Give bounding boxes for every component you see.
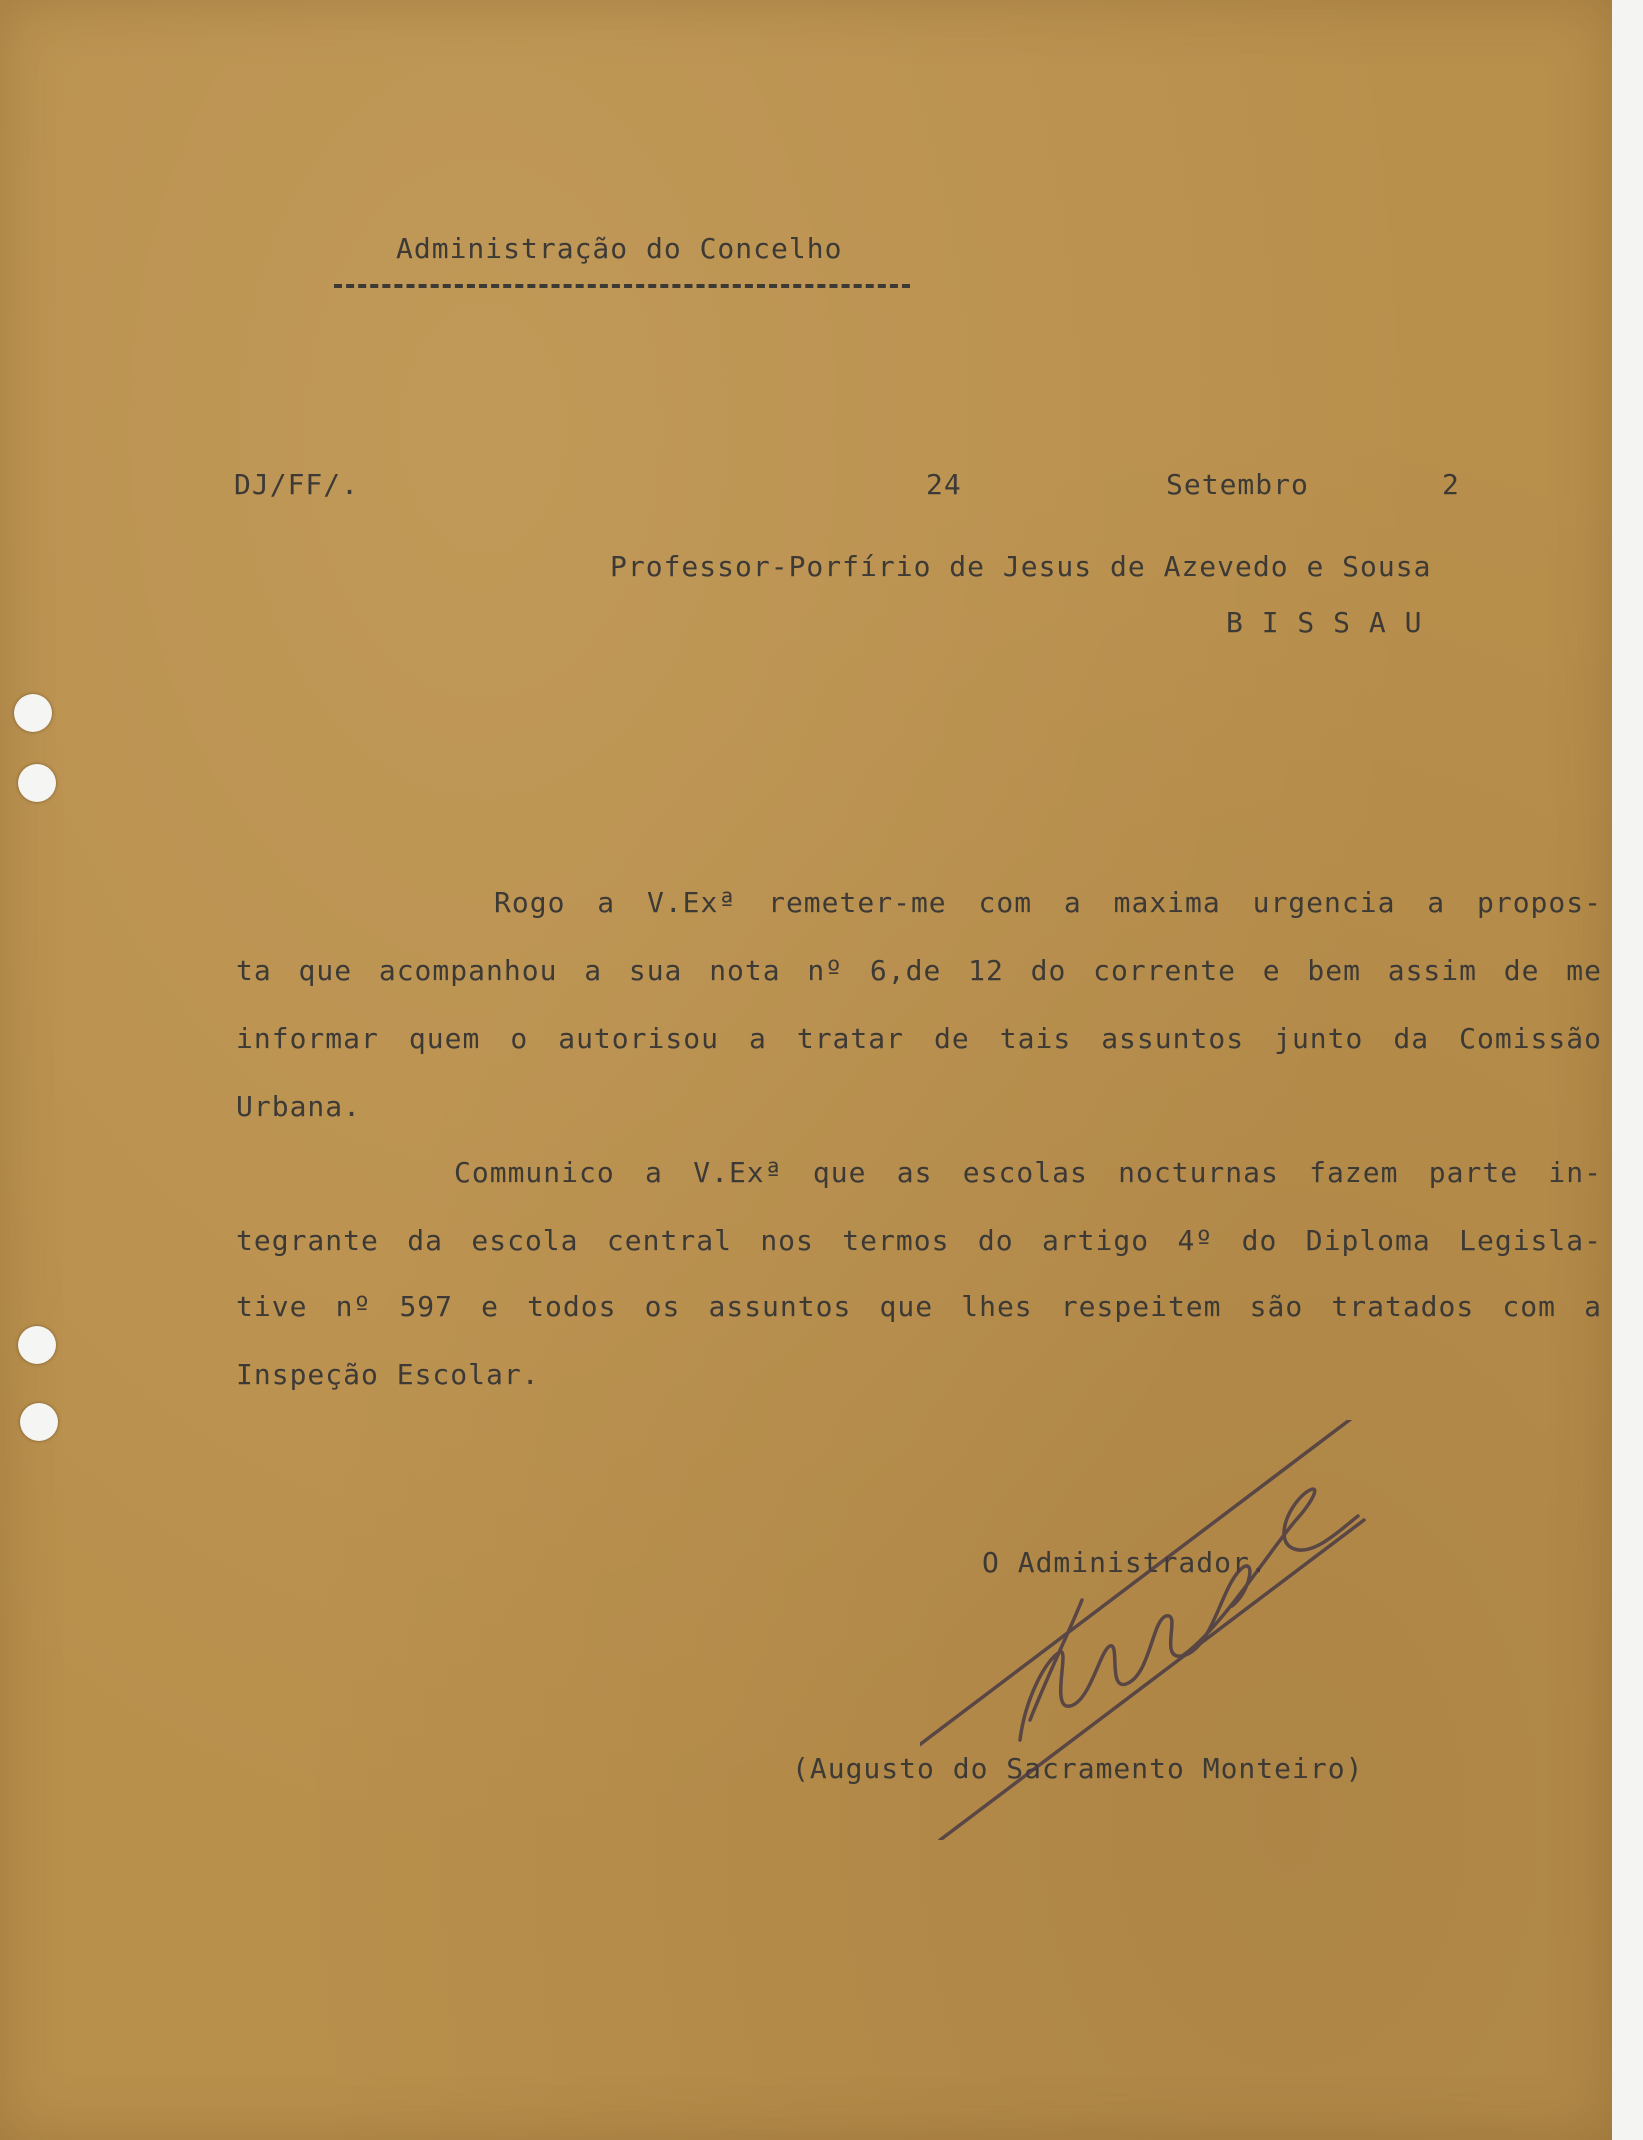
date-month: Setembro [1166, 468, 1309, 501]
recipient-name: Professor-Porfírio de Jesus de Azevedo e Sousa [610, 550, 1432, 583]
punch-hole [18, 764, 56, 802]
body-line: tive nº 597 e todos os assuntos que lhes respeitem são tratados com a [236, 1290, 1602, 1323]
punch-hole [18, 1326, 56, 1364]
signatory-name: (Augusto do Sacramento Monteiro) [792, 1752, 1364, 1785]
date-year: 2 [1442, 468, 1460, 501]
punch-hole [14, 694, 52, 732]
scan-margin [1612, 0, 1643, 2140]
body-line: Rogo a V.Exª remeter-me com a maxima urgencia a propos- [494, 886, 1602, 919]
body-line: Urbana. [236, 1090, 362, 1123]
body-line: informar quem o autorisou a tratar de tais assuntos junto da Comissão [236, 1022, 1602, 1055]
punch-hole [20, 1403, 58, 1441]
heading-underline [334, 284, 910, 288]
date-day: 24 [926, 468, 962, 501]
body-line: Communico a V.Exª que as escolas nocturnas fazem parte in- [454, 1156, 1602, 1189]
body-line: Inspeção Escolar. [236, 1358, 540, 1391]
reference-code: DJ/FF/. [234, 468, 360, 501]
body-line: ta que acompanhou a sua nota nº 6,de 12 do corrente e bem assim de me [236, 954, 1602, 987]
closing-title: O Administrador. [982, 1546, 1268, 1579]
handwritten-signature [920, 1420, 1380, 1840]
body-line: tegrante da escola central nos termos do artigo 4º do Diploma Legisla- [236, 1224, 1602, 1257]
office-heading: Administração do Concelho [396, 232, 843, 265]
recipient-city: B I S S A U [1226, 606, 1423, 639]
